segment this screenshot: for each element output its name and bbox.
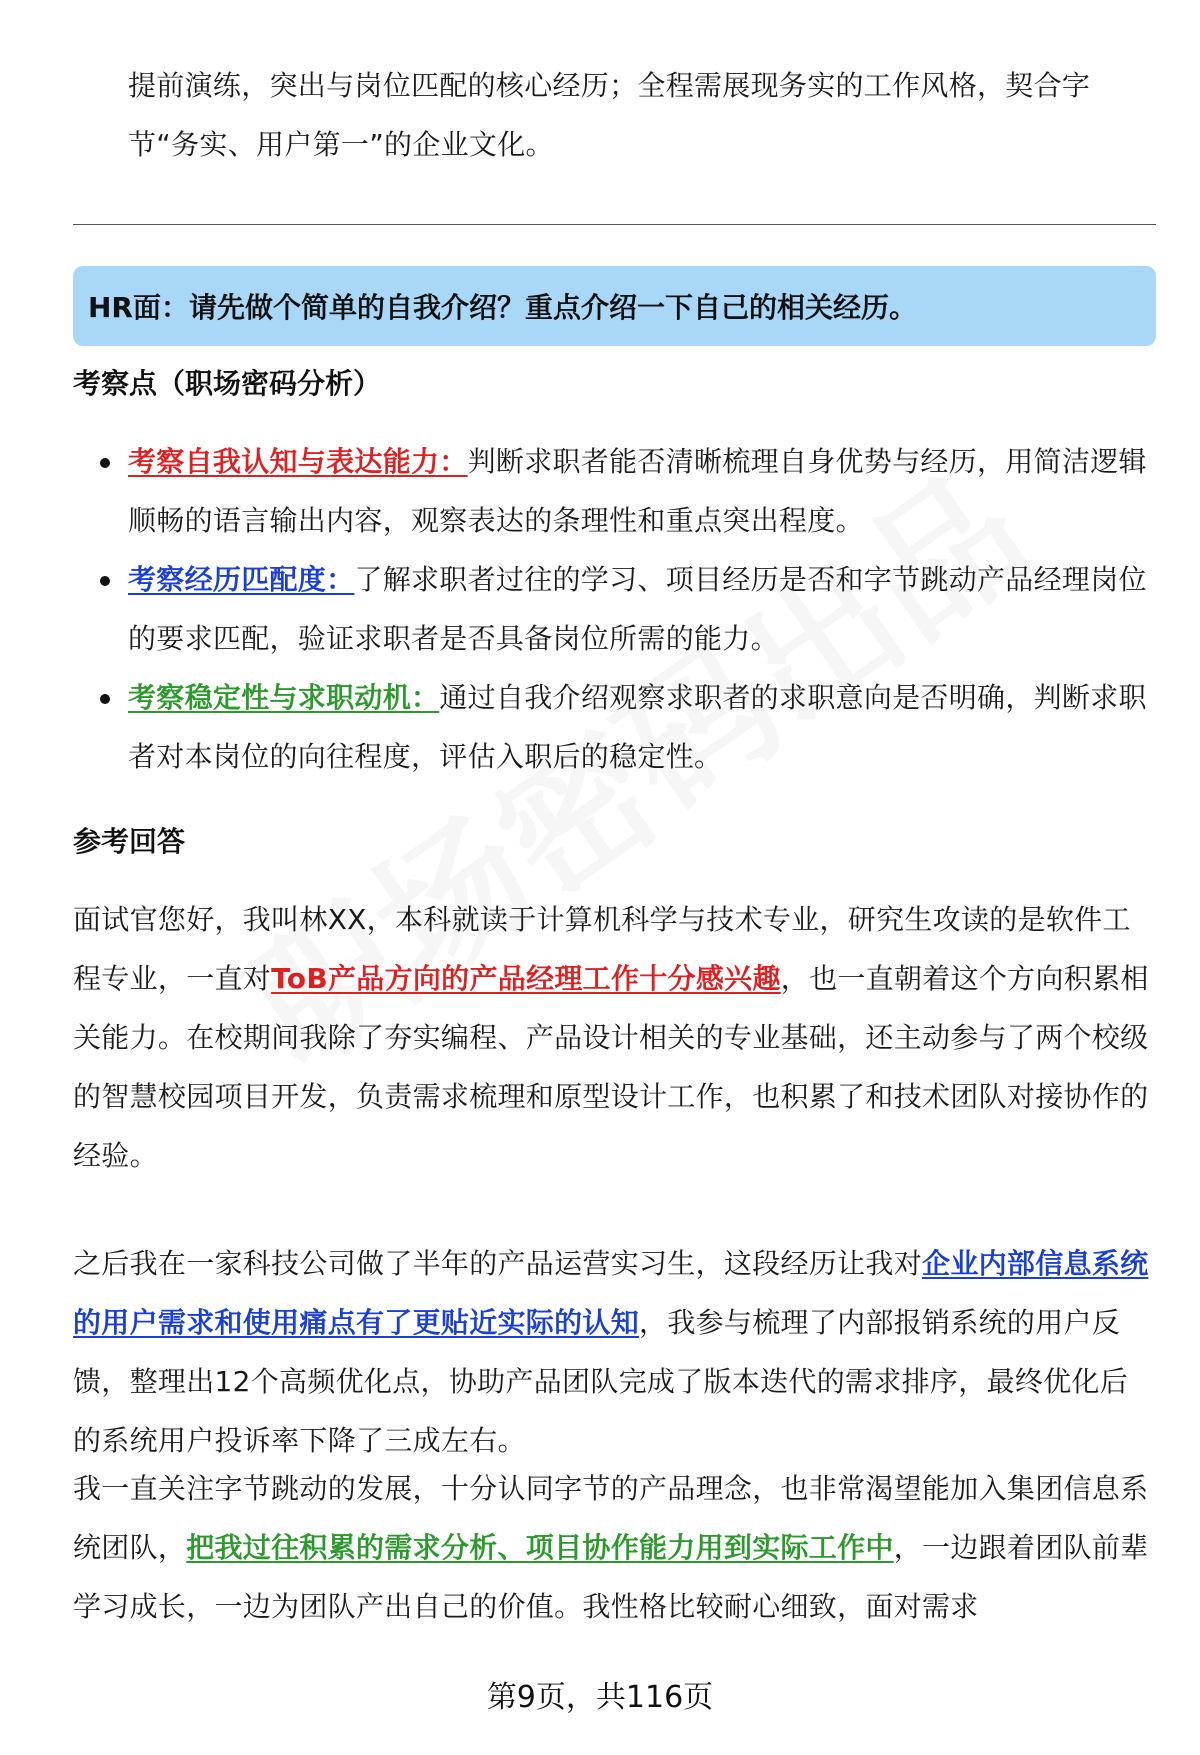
point-title: 考察经历匹配度： bbox=[128, 563, 355, 596]
answer-paragraph-2 bbox=[73, 1234, 1156, 1470]
point-text: 判断求职者能否清晰梳理自身优势与经历，用简洁逻辑顺畅的语言输出内容，观察表达的条理性和重点突出程度。 bbox=[128, 445, 1147, 537]
analysis-point bbox=[128, 432, 1148, 550]
question-text: HR面：请先做个简单的自我介绍？重点介绍一下自己的相关经历。 bbox=[88, 291, 917, 324]
answer-highlight: 企业内部信息系统的用户需求和使用痛点有了更贴近实际的认知 bbox=[73, 1247, 1149, 1339]
answer-paragraph-1 bbox=[73, 890, 1156, 1185]
analysis-point bbox=[128, 668, 1148, 786]
point-text: 了解求职者过往的学习、项目经历是否和字节跳动产品经理岗位的要求匹配，验证求职者是否具备岗位所需的能力。 bbox=[128, 563, 1147, 655]
point-title: 考察自我认知与表达能力： bbox=[128, 445, 468, 478]
answer-text: 面试官您好，我叫林XX，本科就读于计算机科学与技术专业，研究生攻读的是软件工程专业，一直对 bbox=[73, 903, 1131, 995]
analysis-point bbox=[128, 550, 1148, 668]
question-box bbox=[73, 266, 1156, 346]
answer-paragraph-3 bbox=[73, 1459, 1156, 1636]
analysis-points bbox=[128, 432, 1148, 786]
point-title: 考察稳定性与求职动机： bbox=[128, 681, 440, 714]
answer-text: ，也一直朝着这个方向积累相关能力。在校期间我除了夯实编程、产品设计相关的专业基础，还主动参与了两个校级的智慧校园项目开发，负责需求梳理和原型设计工作，也积累了和技术团队对接协作的经验。 bbox=[73, 962, 1149, 1172]
analysis-heading: 考察点（职场密码分析） bbox=[73, 367, 382, 400]
page-number: 第9页，共116页 bbox=[486, 1680, 714, 1715]
top-paragraph: 提前演练，突出与岗位匹配的核心经历；全程需展现务实的工作风格，契合字节“务实、用户第一”的企业文化。 bbox=[128, 69, 1091, 161]
answer-text: 之后我在一家科技公司做了半年的产品运营实习生，这段经历让我对 bbox=[73, 1247, 923, 1280]
answer-text: ，我参与梳理了内部报销系统的用户反馈，整理出12个高频优化点，协助产品团队完成了版本迭代的需求排序，最终优化后的系统用户投诉率下降了三成左右。 bbox=[73, 1306, 1129, 1457]
answer-highlight: 把我过往积累的需求分析、项目协作能力用到实际工作中 bbox=[186, 1531, 894, 1564]
answer-heading: 参考回答 bbox=[73, 825, 186, 858]
divider bbox=[73, 224, 1156, 225]
point-text: 通过自我介绍观察求职者的求职意向是否明确，判断求职者对本岗位的向往程度，评估入职后的稳定性。 bbox=[128, 681, 1147, 773]
answer-highlight: ToB产品方向的产品经理工作十分感兴趣 bbox=[271, 962, 781, 995]
answer-text: ，一边跟着团队前辈学习成长，一边为团队产出自己的价值。我性格比较耐心细致，面对需求 bbox=[73, 1531, 1149, 1623]
answer-text: 我一直关注字节跳动的发展，十分认同字节的产品理念，也非常渴望能加入集团信息系统团队， bbox=[73, 1472, 1149, 1564]
